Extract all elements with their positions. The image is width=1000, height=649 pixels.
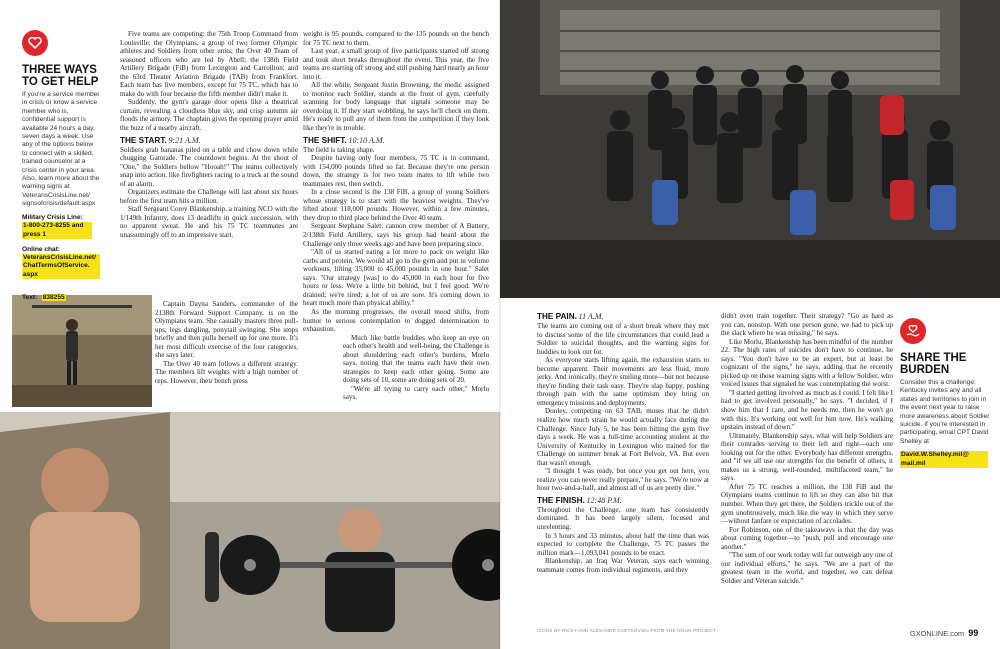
paragraph: Organizers estimate the Challenge will last about six hours before the first team hits a million. — [120, 188, 298, 205]
article-column-4 — [721, 312, 893, 586]
paragraph: After 75 TC reaches a million, the 138 FiB and the Olympians teams continue to lift so they can also hit that number. When they get there, the Soldiers trickle out of the gym unobtrusively, much like the way in which they serve—without fanfare or expectation of accolades. — [721, 482, 893, 526]
section-title: THE SHIFT. — [303, 135, 347, 145]
article-column-3 — [537, 312, 709, 574]
text-number[interactable]: 838255 — [42, 293, 65, 301]
paragraph: Like Morlu, Blankenship has been mindful of the number 22. The high rates of suicides don't have to continue, he says. "You don't have to be an expert, but at least be cognizant of the signs," he says, adding that he recently picked up on those warning signs with a fellow Soldier, who voiced issues that signaled he was contemplating the worst. — [721, 337, 893, 389]
contact-email[interactable]: David.W.Shelley.mil@ mail.mil — [900, 451, 988, 468]
paragraph: The field is taking shape. — [303, 145, 375, 154]
paragraph: Donley, competing on 63 TAB, muses that he didn't realize how much strain he would actually face during the Challenge. Since July 5, he has been hitting the gym five days a week. He was a full-time accounting student at the University of Kentucky in Lexington who trained for the Challenge on summer break at Fort Belvoir, VA. But even that wasn't enough. — [537, 407, 709, 467]
section-heading-pain — [537, 312, 709, 322]
paragraph: didn't even train together. Their strategy? "Go as hard as you can, nonstop. With one person gone, we had to pick up the slack where he was missing," he says. — [721, 312, 893, 338]
paragraph: Ultimately, Blankenship says, what will help Soldiers are their comrades serving to their left and right—each one looking out for the other. Everybody has different strengths, and "if we all use our strengths for the benefit of others, it makes us a strong, well-rounded, multifaceted team," he says. — [721, 431, 893, 483]
paragraph: In a close second is the 138 FiB, a group of young Soldiers whose strategy is to start with the heaviest weights. They've lifted about 118,000 pounds. However, within a few minutes, they drop to third place behind the Over 40 team. — [303, 188, 489, 222]
page-folio — [910, 628, 978, 638]
sidebar-title: SHARE THE BURDEN — [900, 352, 967, 376]
paragraph: Captain Dayna Sanders, commander of the 2138th Forward Support Company, is on the Olympians team. She casually masters three pull-ups, legs dangling, ponytail swinging. She stops briefly and then pulls herself up for one more. It's her most difficult exercise of the four categories, she says later. — [155, 300, 298, 360]
team-group-photo — [500, 0, 1000, 298]
paragraph: Suddenly, the gym's garage door opens like a theatrical curtain, revealing a cloudless blue sky, and crisp autumn air floods the armory. The chaplain gives the opening prayer amid the buzz of a nearby aircraft. — [120, 98, 298, 133]
paragraph: "We're all trying to carry each other," Morlu says. — [343, 384, 489, 402]
sidebar-body: If you're a service member in crisis or know a service member who is, confidential support is available 24 hours a day, seven days a week. Use any of the options below to connect with a skilled, trained counselor at a crisis center in your area. Also, learn more about the warning signs at VeteransCrisisLine.net/ signsofcrisis/default.aspx — [22, 91, 100, 208]
paragraph: "The sum of our work today will far outweigh any one of our individual efforts," he says. "We are a part of the greatest team in the world, and together, we can defeat Soldier and Veteran suicide." — [721, 551, 893, 585]
hand-heart-icon — [900, 318, 926, 344]
paragraph: As the morning progresses, the overall mood shifts, from humor to serious contemplation to dogged determination to exhaustion. — [303, 307, 489, 334]
paragraph: For Robinson, one of the takeaways is that the day was about coming together—to "push, pull and encourage one another." — [721, 525, 893, 551]
section-time: 12:48 P.M. — [586, 495, 622, 505]
paragraph: Throughout the Challenge, one team has consistently dominated. It has been largely silent, focused and unrelenting. — [537, 505, 709, 532]
paragraph: Blankenship, an Iraq War Veteran, says each winning teammate comes from individual regiments, and they — [537, 557, 709, 574]
page-number: 99 — [968, 628, 979, 638]
paragraph: Last year, a small group of five participants started off strong and took short breaks throughout the event. This year, the five teams are starting off strong and still pushing hard nearly an hour into it. — [303, 47, 489, 81]
online-chat-link[interactable]: VeteransCrisisLine.net/ ChatTermsOfService. aspx — [22, 254, 100, 279]
text-label: Text: — [22, 293, 38, 301]
paragraph: In 3 hours and 33 minutes, about half the time than was expected to complete the Challenge, 75 TC passes the million mark—1,093,041 pounds to be exact. — [537, 531, 709, 557]
paragraph: The teams are coming out of a short break where they met to discuss some of the life circumstances that could lead a Soldier to suicidal thoughts, and the warning signs for buddies to look out for. — [537, 322, 709, 356]
article-column-1 — [120, 30, 298, 240]
icon-credit: ICONS BY RICKY AND ALEXANDR CVETKOVSKI FROM THE NOUN PROJECT — [537, 628, 716, 633]
deadlift-photo — [0, 412, 500, 649]
section-title: THE START. — [120, 135, 167, 145]
paragraph: All the while, Sergeant Justin Browning, the medic assigned to monitor each Soldier, stands at the front of gym, carefully scanning for body language that signals someone may be overdoing it. If they start wobbling, he says he'll check on them. He's ready to pull any of them from the competition if they look like they're in trouble. — [303, 81, 489, 133]
paragraph: Staff Sergeant Corey Blankenship, a training NCO with the 1/149th Infantry, does 13 deadlifts in quick succession, with no apparent sweat. He and his 75 TC teammates are unassumingly off to an impressive start. — [120, 205, 298, 240]
section-heading-start — [120, 136, 298, 146]
section-time: 11 A.M. — [578, 312, 604, 321]
pullup-photo-illustration — [12, 295, 152, 407]
sidebar-body: Consider this a challenge: Kentucky invites any and all states and territories to join in the event next year to raise more awareness about Soldier suicide. If you're interested in participating, email CPT David Shelley at — [900, 379, 990, 445]
article-column-2 — [303, 30, 489, 402]
section-time: 9:21 A.M. — [168, 135, 201, 145]
paragraph: weight is 95 pounds, compared to the 135 pounds on the bench for 75 TC next to them. — [303, 30, 489, 47]
team-group-photo-illustration — [500, 0, 1000, 298]
paragraph: "I thought I was ready, but once you get out here, you realize you can never really prepare," he says. "We're now at hour two-and-a-half, and almost all of us are pretty dire." — [537, 467, 709, 493]
section-time: 10:10 A.M. — [348, 135, 385, 145]
paragraph: Despite having only four members, 75 TC is in command, with 154,000 pounds lifted so far. Because they're one person down, the strategy is for two team mates to lift while two teammates rest, then switch. — [303, 154, 489, 188]
site-name[interactable]: GXONLINE.com — [910, 629, 965, 638]
text-block — [22, 286, 172, 304]
paragraph: "I started getting involved as much as I could. I felt like I had to get involved personally," he says. "I decided, if I show him that I care, and he needs me, then he won't go with this. It's working out well for him now. He's walking upstairs instead of down." — [721, 388, 893, 432]
section-heading-shift — [303, 136, 489, 146]
paragraph: "All of us started eating a lot more to pack on weight like carbs and protein. We would all go to the gym and put in volume workouts, lifting 35,000 to 45,000 pounds in one hour." Salet says. "Our strategy [was] to do 45,000 in each hour for five hours or less. We're a little bit behind, but I feel good. We're drained; we're tired; a lot of us are sore. It's coming down to heart much more than physical ability." — [303, 248, 489, 308]
section-title: THE PAIN. — [537, 312, 577, 321]
paragraph: Soldiers grab bananas piled on a table and chow down while chugging Gatorade. The countdown begins. At the shout of "One," the Soldiers bellow "Hooah!" The teams collectively snap into action, like firefighters racing to a truck at the sound of an alarm. — [120, 145, 298, 188]
share-burden-sidebar — [900, 318, 990, 470]
deadlift-photo-illustration — [0, 412, 500, 649]
section-heading-finish — [537, 496, 709, 506]
paragraph: Much like battle buddies who keep an eye on each other's health and well-being, the Challenge is about shouldering each other's burdens, Morlu says, noting that the teams each have their own strategies to keep each other going. Some are doing sets of 10, some are doing sets of 20. — [343, 333, 489, 385]
crisis-line-number[interactable]: 1-800-273-8255 and press 1 — [22, 222, 92, 239]
paragraph: The Over 40 team follows a different strategy. The members lift weights with a high number of reps. However, their bench press — [155, 359, 298, 385]
paragraph: Five teams are competing: the 75th Troop Command from Louisville; the Olympians, a group of two former Olympic athletes and Soldiers from other units; the Over 40 Team of seasoned officers who are led by Abell; the 138th Field Artillery Brigade (FiB) from Lexington and Carrollton; and the 63rd Theater Aviation Brigade (TAB) from Frankfort. Each team has five members, except for 75 TC, which has to make do with four because the fifth member didn't make it. — [120, 30, 298, 98]
paragraph: Sergeant Stephane Salet, cannon crew member of A Battery, 2/138th Field Artillery, says his group had heard about the Challenge only three weeks ago and have been preparing since. — [303, 222, 489, 248]
pullup-photo — [12, 295, 152, 407]
crisis-line-label: Military Crisis Line: — [22, 213, 83, 221]
paragraph: As everyone starts lifting again, the exhaustion starts to become apparent. Their movements are less fluid, more jerky. And ironically, they're smiling more—but not because they're finding their task easy. They're slap happy, pushing through pain with the same optimism they bring on emergency missions and deployments. — [537, 356, 709, 407]
section-title: THE FINISH. — [537, 495, 585, 505]
article-column-1-continued — [155, 300, 298, 385]
online-chat-block — [22, 246, 172, 281]
online-chat-label: Online chat: — [22, 245, 61, 253]
sidebar-title: THREE WAYS TO GET HELP — [22, 64, 99, 88]
page-gutter — [499, 0, 501, 649]
heart-icon — [22, 30, 48, 56]
